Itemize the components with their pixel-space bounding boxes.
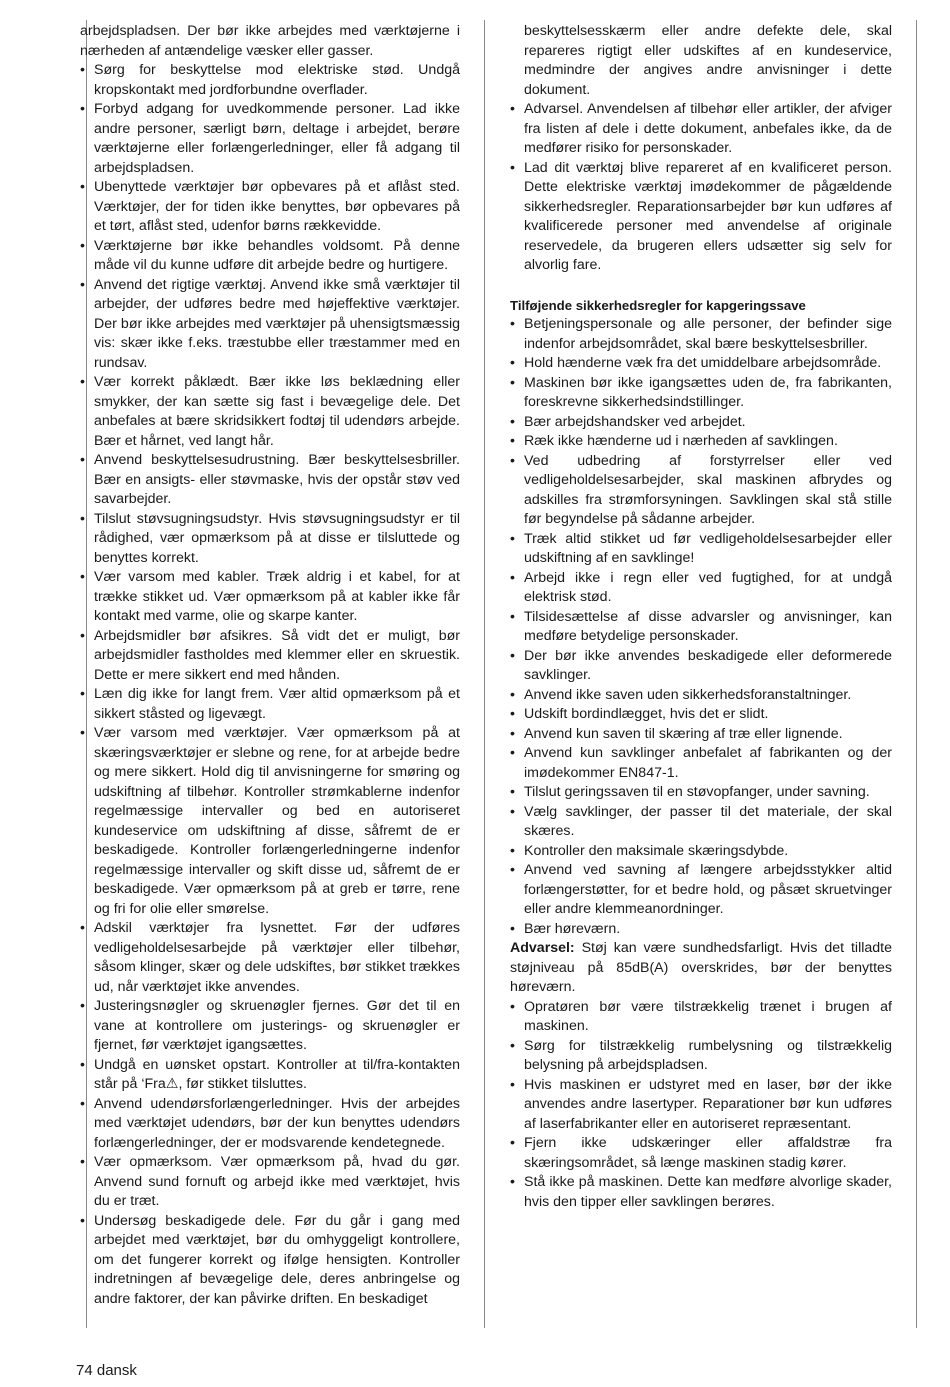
list-item: • Maskinen bør ikke igangsættes uden de, fra fabrikanten, foreskrevne sikkerhedsindstillinger. — [510, 374, 892, 413]
list-item: • Anvend ikke saven uden sikkerhedsforanstaltninger. — [510, 686, 892, 706]
list-item: • Arbejd ikke i regn eller ved fugtighed, for at undgå elektrisk stød. — [510, 569, 892, 608]
list-item: • Anvend kun savklinger anbefalet af fabrikanten og der imødekommer EN847-1. — [510, 744, 892, 783]
list-item: • Hvis maskinen er udstyret med en laser, bør der ikke anvendes andre lasertyper. Reparationer bør kun udføres af laserfabrikanter eller en autoriseret repræsentant. — [510, 1076, 892, 1135]
list-item: • Ubenyttede værktøjer bør opbevares på et aflåst sted. Værktøjer, der for tiden ikke benyttes, bør opbevares på et tørt, aflåst sted, udenfor børns rækkevidde. — [80, 178, 460, 237]
left-column — [80, 22, 460, 1309]
list-item: • Fjern ikke udskæringer eller affaldstræ fra skæringsområdet, så længe maskinen stadig kører. — [510, 1134, 892, 1173]
list-item: • Forbyd adgang for uvedkommende personer. Lad ikke andre personer, særligt børn, deltage i arbejdet, berøre værktøjerne eller forlængerledninger, eller få adgang til arbejdspladsen. — [80, 100, 460, 178]
list-item: • Undgå en uønsket opstart. Kontroller at til/fra-kontakten står på ‘Fra⚠, før stikket tilsluttes. — [80, 1056, 460, 1095]
list-item: • Vælg savklinger, der passer til det materiale, der skal skæres. — [510, 803, 892, 842]
noise-warning — [510, 939, 892, 998]
list-item: • Træk altid stikket ud før vedligeholdelsesarbejder eller udskiftning af en savklinge! — [510, 530, 892, 569]
list-item: • Anvend det rigtige værktøj. Anvend ikke små værktøjer til arbejder, der udføres bedre med højeffektive værktøjer. Der bør ikke arbejdes med værktøjer på uhensigtsmæssig vis: skær ikke f.eks. træstubbe eller træstammer med en rundsav. — [80, 276, 460, 374]
list-item: • Der bør ikke anvendes beskadigede eller deformerede savklinger. — [510, 647, 892, 686]
list-item: • Bær høreværn. — [510, 920, 892, 940]
center-column-rule — [484, 20, 485, 1328]
list-item: • Hold hænderne væk fra det umiddelbare arbejdsområde. — [510, 354, 892, 374]
list-item: • Sørg for beskyttelse mod elektriske stød. Undgå kropskontakt med jordforbundne overflader. — [80, 61, 460, 100]
miter-saw-safety-list — [510, 315, 892, 939]
list-item: • Tilsidesættelse af disse advarsler og anvisninger, kan medføre betydelige personskader. — [510, 608, 892, 647]
right-column-intro: beskyttelsesskærm eller andre defekte dele, skal repareres rigtigt eller udskiftes af en kundeservice, medmindre der angives andre anvisninger i dette dokument. — [524, 23, 892, 98]
list-item: • Sørg for tilstrækkelig rumbelysning og tilstrækkelig belysning på arbejdspladsen. — [510, 1037, 892, 1076]
right-column-rule — [916, 20, 917, 1328]
list-item: • Anvend ved savning af længere arbejdsstykker altid forlængerstøtter, for et bedre hold, og påsæt skruetvinger eller andre klemmeanordninger. — [510, 861, 892, 920]
list-item: • Ved udbedring af forstyrrelser eller ved vedligeholdelsesarbejder, skal maskinen afbrydes og adskilles fra strømforsyningen. Savklingen skal stå stille før begyndelse på sådanne arbejder. — [510, 452, 892, 530]
general-safety-list-continued — [510, 100, 892, 276]
list-item: • Bær arbejdshandsker ved arbejdet. — [510, 413, 892, 433]
list-item: • Vær opmærksom. Vær opmærksom på, hvad du gør. Anvend sund fornuft og arbejd ikke med værktøjet, hvis du er træt. — [80, 1153, 460, 1212]
list-item: • Anvend udendørsforlængerledninger. Hvis der arbejdes med værktøjet udendørs, bør der kun benyttes udendørs forlængerledninger, der er modsvarende kendetegnede. — [80, 1095, 460, 1154]
list-item: • Stå ikke på maskinen. Dette kan medføre alvorlige skader, hvis den tipper eller savklingen berøres. — [510, 1173, 892, 1212]
list-item: • Undersøg beskadigede dele. Før du går i gang med arbejdet med værktøjet, bør du omhyggeligt kontrollere, om det fungerer korrekt og ifølge hensigten. Kontroller indretningen af bevægelige dele, deres anbringelse og andre faktorer, der kan påvirke driften. En beskadiget — [80, 1212, 460, 1310]
left-safety-list — [80, 61, 460, 1309]
list-item: • Kontroller den maksimale skæringsdybde. — [510, 842, 892, 862]
right-column — [510, 22, 892, 1212]
list-item: • Arbejdsmidler bør afsikres. Så vidt det er muligt, bør arbejdsmidler fastholdes med klemmer eller en skruestik. Dette er mere sikkert end med hånden. — [80, 627, 460, 686]
list-item: • Ræk ikke hænderne ud i nærheden af savklingen. — [510, 432, 892, 452]
list-item: • Adskil værktøjer fra lysnettet. Før der udføres vedligeholdelsesarbejde på værktøjer eller tilbehør, såsom klinger, skær og dele udskiftes, bør stikket trækkes ud, når værktøjet ikke anvendes. — [80, 919, 460, 997]
page-number: 74 — [76, 1362, 93, 1379]
page-footer — [76, 1362, 137, 1379]
list-item: • Vær varsom med værktøjer. Vær opmærksom på at skæringsværktøjer er slebne og rene, for at arbejde bedre og mere sikkert. Hold dig til anvisningerne for smøring og udskiftning af tilbehør. Kontroller strømkablerne indenfor regelmæssige intervaller og bed en autoriseret kundeservice om udskiftning af disse, såfremt de er beskadigede. Kontroller forlængerledningerne indenfor regelmæssige intervaller og skift disse ud, såfremt de er beskadigede. Vær opmærksom på at greb er tørre, rene og fri for olie eller smørelse. — [80, 724, 460, 919]
list-item: • Opratøren bør være tilstrækkelig trænet i brugen af maskinen. — [510, 998, 892, 1037]
list-item: • Anvend kun saven til skæring af træ eller lignende. — [510, 725, 892, 745]
list-item: • Lad dit værktøj blive repareret af en kvalificeret person. Dette elektriske værktøj imødekommer de pågældende sikkerhedsregler. Reparationsarbejder bør kun udføres af kvalificerede personer med anvendelse af originale reservedele, da brugeren ellers udsætter sig selv for alvorlig fare. — [510, 159, 892, 276]
operator-safety-list — [510, 998, 892, 1213]
warning-text: Støj kan være sundhedsfarligt. Hvis det tilladte støjniveau på 85dB(A) overskrides, bør der benyttes høreværn. — [510, 940, 892, 995]
list-item: • Værktøjerne bør ikke behandles voldsomt. På denne måde vil du kunne udføre dit arbejde bedre og hurtigere. — [80, 237, 460, 276]
page-language: dansk — [96, 1362, 137, 1379]
list-item: • Vær korrekt påklædt. Bær ikke løs beklædning eller smykker, der kan sætte sig fast i bevægelige dele. Det anbefales at bære skridsikkert fodtøj til udendørs arbejde. Bær et hårnet, ved langt hår. — [80, 373, 460, 451]
list-item: • Justeringsnøgler og skruenøgler fjernes. Gør det til en vane at kontrollere om justerings- og skruenøgler er fjernet, før værktøjet igangsættes. — [80, 997, 460, 1056]
list-item: • Tilslut støvsugningsudstyr. Hvis støvsugningsudstyr er til rådighed, vær opmærksom på at disse er tilsluttede og benyttes korrekt. — [80, 510, 460, 569]
list-item: • Advarsel. Anvendelsen af tilbehør eller artikler, der afviger fra listen af dele i dette dokument, anbefales ikke, da de medfører risiko for personskader. — [510, 100, 892, 159]
warning-label: Advarsel: — [510, 940, 575, 956]
list-item: • Anvend beskyttelsesudrustning. Bær beskyttelsesbriller. Bær en ansigts- eller støvmaske, hvis der opstår støv ved savarbejder. — [80, 451, 460, 510]
list-item: • Læn dig ikke for langt frem. Vær altid opmærksom på et sikkert ståsted og ligevægt. — [80, 685, 460, 724]
list-item: • Vær varsom med kabler. Træk aldrig i et kabel, for at trække stikket ud. Vær opmærksom på at kabler ikke får kontakt med varme, olie og skarpe kanter. — [80, 568, 460, 627]
list-item: • Betjeningspersonale og alle personer, der befinder sige indenfor arbejdsområdet, skal bære beskyttelsesbriller. — [510, 315, 892, 354]
left-column-intro: arbejdspladsen. Der bør ikke arbejdes med værktøjerne i nærheden af antændelige væsker eller gasser. — [80, 23, 460, 59]
list-item: • Udskift bordindlægget, hvis det er slidt. — [510, 705, 892, 725]
list-item: • Tilslut geringssaven til en støvopfanger, under savning. — [510, 783, 892, 803]
section-heading: Tilføjende sikkerhedsregler for kapgeringssave — [510, 297, 806, 313]
